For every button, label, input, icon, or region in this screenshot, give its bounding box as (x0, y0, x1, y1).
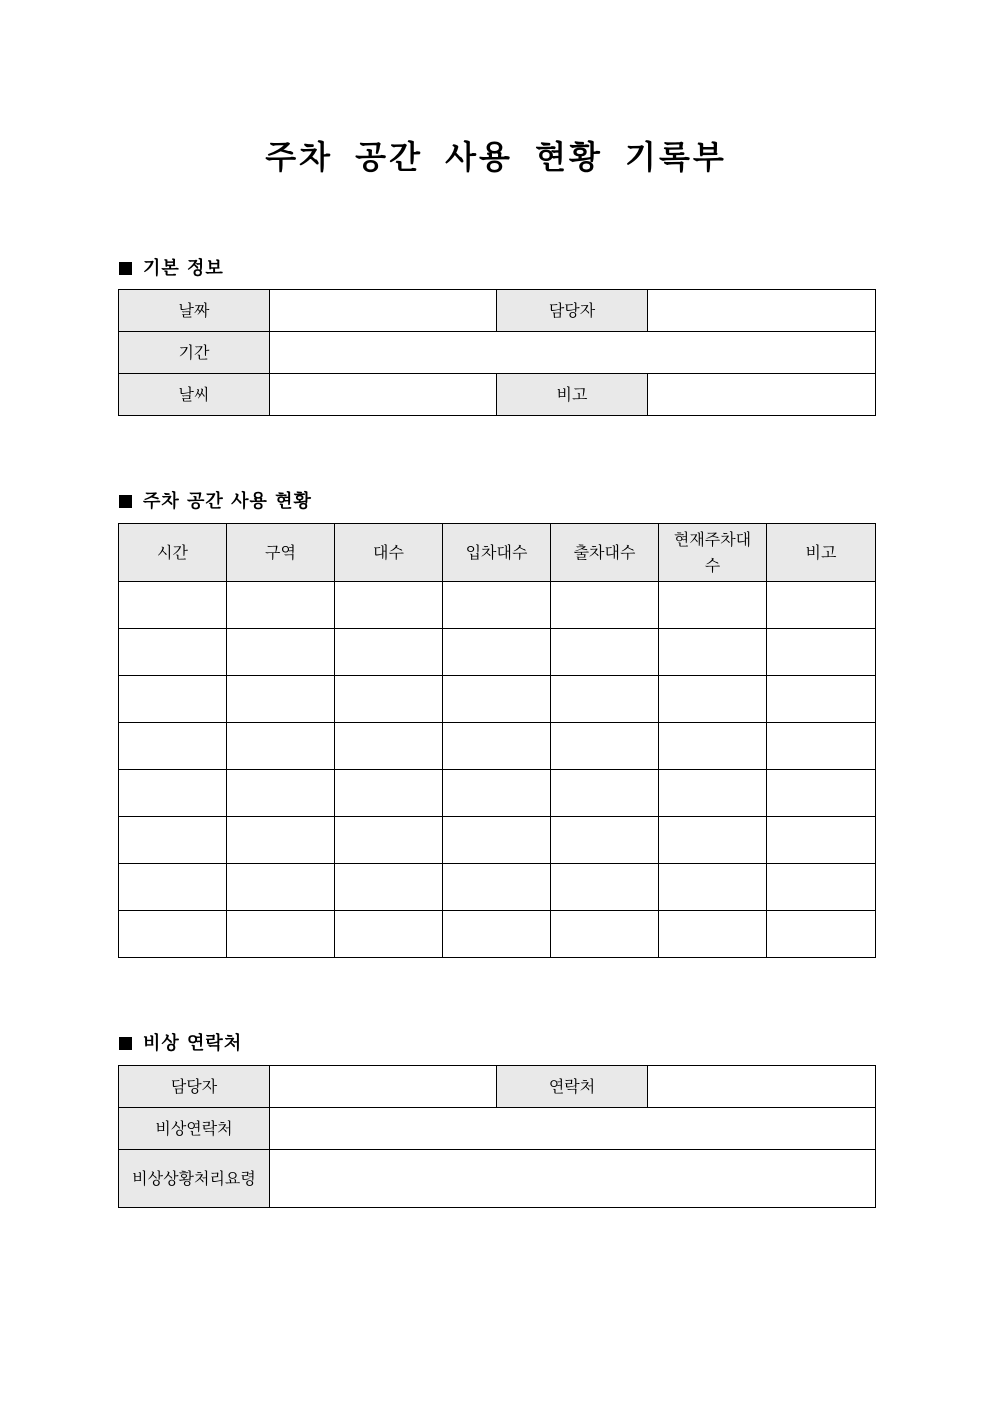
table-cell[interactable] (227, 582, 335, 629)
emergency-procedure-field[interactable] (270, 1150, 876, 1208)
table-cell[interactable] (443, 629, 551, 676)
table-cell[interactable] (119, 582, 227, 629)
table-cell[interactable] (227, 864, 335, 911)
column-header-note: 비고 (767, 524, 876, 582)
table-cell[interactable] (659, 911, 767, 958)
table-cell[interactable] (767, 911, 876, 958)
parking-status-table (118, 523, 876, 958)
date-field[interactable] (270, 290, 497, 332)
table-cell[interactable] (659, 582, 767, 629)
emergency-contact-label: 비상연락처 (119, 1108, 270, 1150)
table-cell[interactable] (335, 864, 443, 911)
section-heading-label: 기본 정보 (143, 258, 224, 279)
table-cell[interactable] (659, 770, 767, 817)
contact-field[interactable] (648, 1066, 876, 1108)
section-heading-basic-info (119, 254, 224, 280)
table-cell[interactable] (659, 676, 767, 723)
table-cell[interactable] (767, 629, 876, 676)
table-cell[interactable] (227, 770, 335, 817)
table-cell[interactable] (659, 817, 767, 864)
table-cell[interactable] (119, 817, 227, 864)
table-cell[interactable] (767, 864, 876, 911)
table-cell[interactable] (335, 723, 443, 770)
table-cell[interactable] (551, 582, 659, 629)
emergency-manager-field[interactable] (270, 1066, 497, 1108)
table-row (119, 911, 876, 958)
table-row (119, 864, 876, 911)
table-cell[interactable] (227, 817, 335, 864)
table-cell[interactable] (659, 864, 767, 911)
table-cell[interactable] (551, 911, 659, 958)
emergency-contact-field[interactable] (270, 1108, 876, 1150)
table-cell[interactable] (443, 911, 551, 958)
table-cell[interactable] (551, 676, 659, 723)
table-cell[interactable] (443, 817, 551, 864)
table-cell[interactable] (767, 770, 876, 817)
table-cell[interactable] (335, 817, 443, 864)
column-header-entries: 입차대수 (443, 524, 551, 582)
table-cell[interactable] (443, 770, 551, 817)
square-bullet-icon (119, 1037, 132, 1050)
table-cell[interactable] (551, 770, 659, 817)
column-header-current-parked: 현재주차대수 (659, 524, 767, 582)
weather-label: 날씨 (119, 374, 270, 416)
table-row (119, 629, 876, 676)
square-bullet-icon (119, 262, 132, 275)
table-cell[interactable] (119, 676, 227, 723)
table-cell[interactable] (335, 582, 443, 629)
table-cell[interactable] (659, 629, 767, 676)
table-cell[interactable] (767, 817, 876, 864)
manager-field[interactable] (648, 290, 876, 332)
table-cell[interactable] (227, 911, 335, 958)
table-row (119, 770, 876, 817)
table-row (119, 817, 876, 864)
table-cell[interactable] (227, 629, 335, 676)
table-cell[interactable] (659, 723, 767, 770)
table-cell[interactable] (335, 629, 443, 676)
table-cell[interactable] (335, 676, 443, 723)
table-cell[interactable] (335, 911, 443, 958)
emergency-contact-table (118, 1065, 876, 1208)
table-cell[interactable] (227, 723, 335, 770)
table-cell[interactable] (551, 723, 659, 770)
note-label: 비고 (497, 374, 648, 416)
section-heading-parking-status (119, 487, 312, 513)
weather-field[interactable] (270, 374, 497, 416)
period-label: 기간 (119, 332, 270, 374)
emergency-procedure-label: 비상상황처리요령 (119, 1150, 270, 1208)
table-cell[interactable] (119, 770, 227, 817)
table-cell[interactable] (119, 911, 227, 958)
date-label: 날짜 (119, 290, 270, 332)
table-cell[interactable] (443, 676, 551, 723)
table-cell[interactable] (767, 723, 876, 770)
table-header-row (119, 524, 876, 582)
table-cell[interactable] (767, 676, 876, 723)
table-cell[interactable] (119, 864, 227, 911)
contact-label: 연락처 (497, 1066, 648, 1108)
table-row (119, 723, 876, 770)
table-cell[interactable] (119, 723, 227, 770)
square-bullet-icon (119, 495, 132, 508)
document-title: 주차 공간 사용 현황 기록부 (265, 138, 727, 176)
table-cell[interactable] (119, 629, 227, 676)
table-row (119, 582, 876, 629)
note-field[interactable] (648, 374, 876, 416)
table-row (119, 676, 876, 723)
emergency-manager-label: 담당자 (119, 1066, 270, 1108)
column-header-exits: 출차대수 (551, 524, 659, 582)
period-field[interactable] (270, 332, 876, 374)
table-cell[interactable] (335, 770, 443, 817)
column-header-zone: 구역 (227, 524, 335, 582)
table-cell[interactable] (443, 864, 551, 911)
column-header-count: 대수 (335, 524, 443, 582)
table-cell[interactable] (443, 723, 551, 770)
basic-info-table (118, 289, 876, 416)
table-cell[interactable] (551, 817, 659, 864)
column-header-time: 시간 (119, 524, 227, 582)
table-cell[interactable] (227, 676, 335, 723)
table-cell[interactable] (767, 582, 876, 629)
table-cell[interactable] (443, 582, 551, 629)
section-heading-emergency (119, 1029, 242, 1055)
table-cell[interactable] (551, 629, 659, 676)
section-heading-label: 비상 연락처 (143, 1033, 243, 1054)
table-cell[interactable] (551, 864, 659, 911)
manager-label: 담당자 (497, 290, 648, 332)
section-heading-label: 주차 공간 사용 현황 (143, 491, 312, 512)
